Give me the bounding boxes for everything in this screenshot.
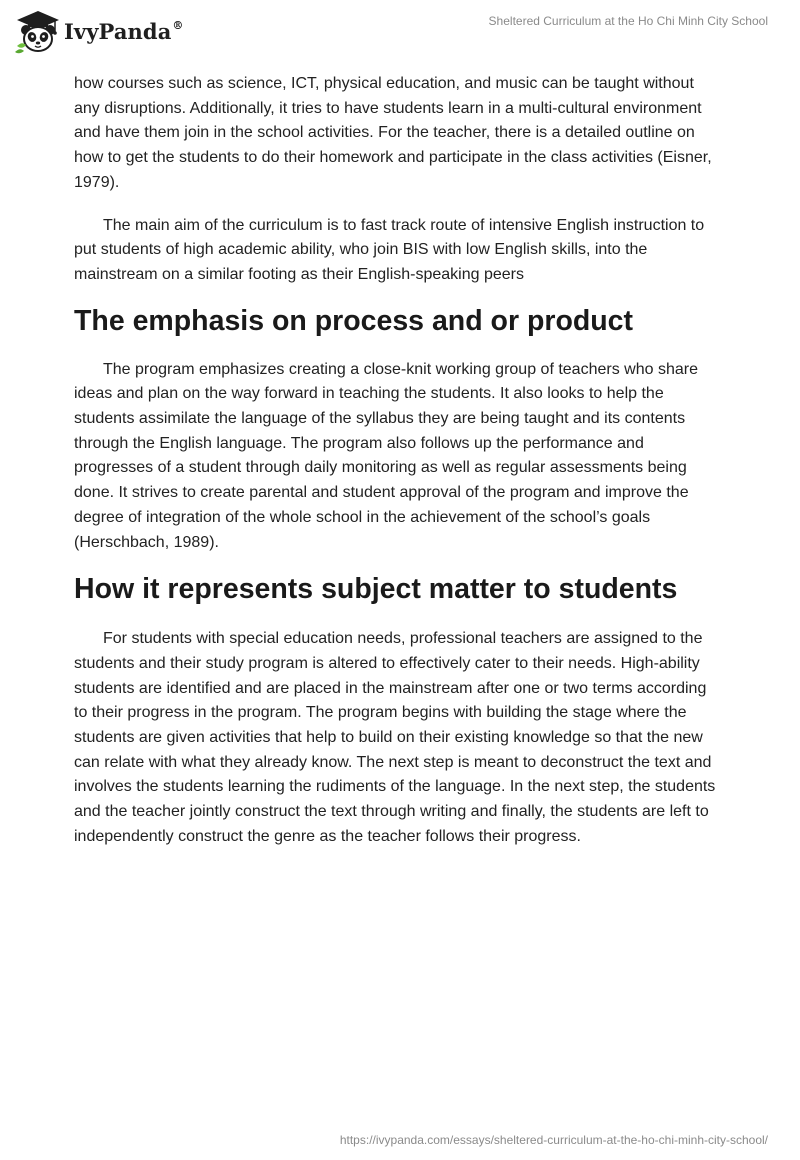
paragraph-continued: how courses such as science, ICT, physical education, and music can be taught without any disruptions. Additionally, it tries to have students learn in a multi-cultural environment and have them join in the school activities. For the teacher, there is a detailed outline on how to get the students to do their homework and participate in the class activities (Eisner, 1979). xyxy=(74,75,712,191)
brand-name: IvyPanda® xyxy=(64,18,184,44)
paragraph-subject-matter: For students with special education needs, professional teachers are assigned to the students and their study program is altered to effectively cater to their needs. High-ability students are identified and are placed in the mainstream after one or two terms according to their progress in the program. The program begins with building the stage where the students are given activities that help to build on their existing knowledge so that the new can relate with what they already know. The next step is meant to deconstruct the text and involves the students learning the rudiments of the language. In the next step, the students and the teacher jointly construct the text through writing and finally, the students are left to independently construct the genre as the teacher follows their progress. xyxy=(74,630,716,845)
document-title: Sheltered Curriculum at the Ho Chi Minh City School xyxy=(488,14,768,28)
ivypanda-logo[interactable] xyxy=(14,8,184,54)
source-url[interactable]: https://ivypanda.com/essays/sheltered-curriculum-at-the-ho-chi-minh-city-school/ xyxy=(339,1133,768,1147)
essay-content xyxy=(74,72,724,850)
paragraph-emphasis: The program emphasizes creating a close-knit working group of teachers who share ideas and plan on the way forward in teaching the students. It also looks to help the students assimilate the language of the syllabus they are being taught and its contents through the English language. The program also follows up the performance and progresses of a student through daily monitoring as well as regular assessments being done. It strives to create parental and student approval of the program and improve the degree of integration of the whole school in the achievement of the school’s goals (Herschbach, 1989). xyxy=(74,360,698,551)
heading-subject-matter: How it represents subject matter to students xyxy=(74,573,678,606)
page-header xyxy=(0,0,800,60)
paragraph-main-aim: The main aim of the curriculum is to fast track route of intensive English instruction to put students of high academic ability, who join BIS with low English skills, into the mainstream on a similar footing as their English-speaking peers xyxy=(74,216,705,283)
panda-graduation-cap-icon xyxy=(14,8,62,54)
registered-mark: ® xyxy=(172,18,184,32)
heading-emphasis: The emphasis on process and or product xyxy=(74,304,634,337)
